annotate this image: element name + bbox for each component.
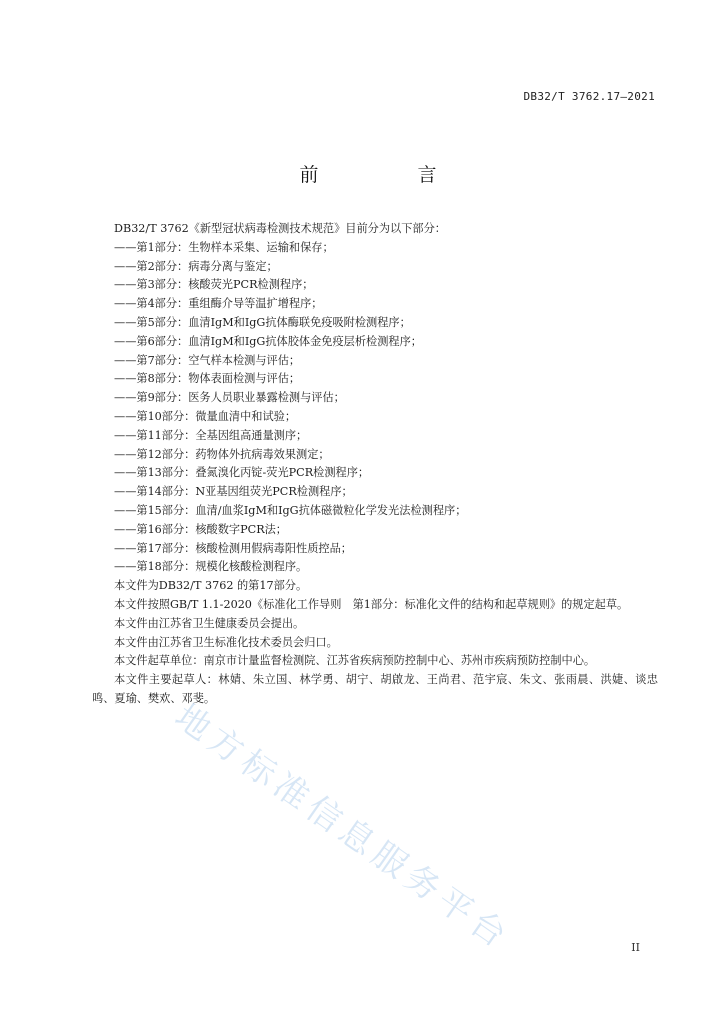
list-item: ——第3部分：核酸荧光PCR检测程序； bbox=[114, 278, 314, 292]
list-item: ——第14部分：N亚基因组荧光PCR检测程序； bbox=[114, 485, 353, 499]
document-code: DB32/T 3762.17—2021 bbox=[523, 90, 655, 103]
list-item: ——第4部分：重组酶介导等温扩增程序； bbox=[114, 297, 323, 311]
intro-paragraph: DB32/T 3762《新型冠状病毒检测技术规范》目前分为以下部分： bbox=[114, 222, 446, 235]
list-item: ——第11部分：全基因组高通量测序； bbox=[114, 428, 308, 442]
drafting-units: 本文件起草单位：南京市计量监督检测院、江苏省疾病预防控制中心、苏州市疾病预防控制中心。 bbox=[114, 654, 596, 668]
list-item: ——第1部分：生物样本采集、运输和保存； bbox=[114, 240, 334, 254]
list-item: ——第10部分：微量血清中和试验； bbox=[114, 409, 297, 423]
list-item: ——第18部分：规模化核酸检测程序。 bbox=[114, 560, 308, 574]
list-item: ——第6部分：血清IgM和IgG抗体胶体金免疫层析检测程序； bbox=[114, 334, 422, 348]
list-item: ——第15部分：血清/血浆IgM和IgG抗体磁微粒化学发光法检测程序； bbox=[114, 503, 467, 517]
foreword-body bbox=[92, 220, 658, 709]
list-item: ——第12部分：药物体外抗病毒效果测定； bbox=[114, 447, 330, 461]
list-item: ——第16部分：核酸数字PCR法； bbox=[114, 522, 287, 536]
proposer-statement: 本文件由江苏省卫生健康委员会提出。 bbox=[114, 616, 305, 630]
list-item: ——第5部分：血清IgM和IgG抗体酶联免疫吸附检测程序； bbox=[114, 315, 411, 329]
drafting-rules-statement: 本文件按照GB/T 1.1-2020《标准化工作导则 第1部分：标准化文件的结构和起草规则》的规定起草。 bbox=[114, 597, 629, 611]
list-item: ——第13部分：叠氮溴化丙锭-荧光PCR检测程序； bbox=[114, 466, 370, 480]
list-item: ——第8部分：物体表面检测与评估； bbox=[114, 372, 301, 386]
parts-list bbox=[92, 239, 658, 577]
administrator-statement: 本文件由江苏省卫生标准化技术委员会归口。 bbox=[114, 635, 338, 649]
watermark: 地方标准信息服务平台 bbox=[167, 696, 519, 959]
page-number: II bbox=[631, 941, 640, 954]
list-item: ——第17部分：核酸检测用假病毒阳性质控品； bbox=[114, 541, 352, 555]
list-item: ——第2部分：病毒分离与鉴定； bbox=[114, 259, 278, 273]
part-statement: 本文件为DB32/T 3762 的第17部分。 bbox=[114, 579, 308, 593]
page-title: 前 言 bbox=[299, 164, 477, 186]
drafters: 本文件主要起草人：林婧、朱立国、林学勇、胡宁、胡啟龙、王尚君、范宇宸、朱文、张雨晨、洪婕、谈忠鸣、夏瑜、樊欢、邓斐。 bbox=[92, 673, 658, 705]
list-item: ——第9部分：医务人员职业暴露检测与评估； bbox=[114, 391, 345, 405]
list-item: ——第7部分：空气样本检测与评估； bbox=[114, 353, 301, 367]
